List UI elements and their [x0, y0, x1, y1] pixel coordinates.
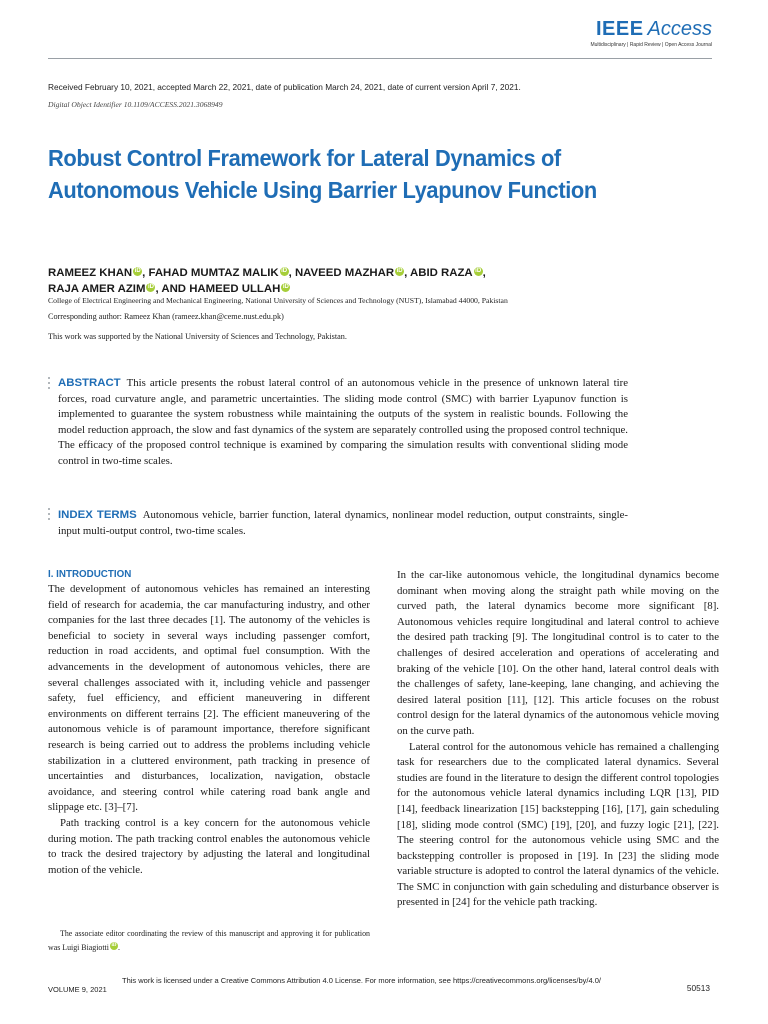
index-terms-block [58, 508, 628, 539]
abstract-block [58, 376, 628, 470]
footer-license[interactable]: This work is licensed under a Creative Commons Attribution 4.0 License. For more information, see https://creativecommons.org/licenses/by/4.0/ [122, 976, 601, 985]
orcid-icon[interactable]: iD [111, 943, 117, 948]
index-terms-heading: INDEX TERMS [58, 509, 137, 521]
right-column [397, 568, 719, 911]
body-paragraph: Lateral control for the autonomous vehicle has remained a challenging task for researchers due to the complicated lateral dynamics. Several studies are found in the literature to design the different control topologies for the autonomous vehicle lateral dynamics including LQR [13], PID [14], feedback linearization [15] backstepping [16], [17], gain scheduling [18], sliding mode control (SMC) [19], [20], and fuzzy logic [21], [22]. The steering control for the autonomous vehicle using SMC and the backstepping controller is proposed in [19]. In [23] the sliding mode variable structure is adopted to control the lateral dynamics of the vehicle. The SMC in conjunction with gain scheduling and disturbance observer is presented in [24] for the vehicle path tracking. [397, 740, 719, 909]
publication-dates: Received February 10, 2021, accepted March 22, 2021, date of publication March 24, 2021, date of current version April 7, 2021. [48, 82, 521, 92]
header-divider [48, 58, 712, 59]
abstract-heading: ABSTRACT [58, 377, 121, 389]
corresponding-author: Corresponding author: Rameez Khan (rameez.khan@ceme.nust.edu.pk) [48, 312, 284, 321]
author-separator: , [482, 267, 486, 279]
author-name[interactable]: , FAHAD MUMTAZ MALIK [142, 267, 279, 279]
editor-footnote [48, 927, 370, 955]
affiliation: College of Electrical Engineering and Mechanical Engineering, National University of Sciences and Technology (NUST), Islamabad 44000, Pakistan [48, 296, 508, 305]
author-name[interactable]: RAJA AMER AZIM [48, 283, 146, 295]
body-paragraph: Path tracking control is a key concern for the autonomous vehicle during motion. The path tracking control enables the autonomous vehicle to track the desired trajectory by adjusting the lateral and longitudinal motion of the vehicle. [48, 816, 370, 876]
index-terms-text: Autonomous vehicle, barrier function, lateral dynamics, nonlinear model reduction, output constraints, single-input multi-output control, two-time scales. [58, 509, 628, 537]
orcid-icon[interactable]: iD [282, 284, 289, 290]
orcid-icon[interactable]: iD [396, 268, 403, 274]
section-heading-introduction: I. INTRODUCTION [48, 569, 132, 580]
orcid-icon[interactable]: iD [281, 268, 288, 274]
abstract-text: This article presents the robust lateral control of an autonomous vehicle in the presence of unknown lateral tire forces, road curvature angle, and parametric uncertainties. The sliding mode control (SMC) with barrier Lyapunov function is implemented to guarantee the system robustness while maintaining the outputs of the system in realistic bounds. Following the model reduction approach, the slow and fast dynamics of the system are separately controlled using the proposed control technique. The efficacy of the proposed control technique is examined by comparing the simulation results with conventional sliding mode control in two-time scales. [58, 377, 628, 467]
editor-note-end: . [117, 943, 120, 952]
logo-access-text: Access [647, 18, 712, 40]
body-paragraph: In the car-like autonomous vehicle, the longitudinal dynamics become dominant when moving along the straight path while moving on the curved path, the lateral dynamics become more significant [8]. Autonomous vehicles require longitudinal and lateral control to achieve the desired path tracking [9]. The longitudinal control is to cater to the challenges of desired acceleration and operations of accelerating and braking of the vehicle [10]. On the other hand, lateral control deals with the challenges of safety, lane-keeping, lane changing, and achieving the desired lateral position [11], [12]. This article focuses on the robust control design for the lateral dynamics of the autonomous vehicle moving on the curve path. [397, 569, 719, 737]
author-name[interactable]: , ABID RAZA [404, 267, 473, 279]
funding-statement: This work was supported by the National University of Sciences and Technology, Pakistan. [48, 332, 347, 341]
orcid-icon[interactable]: iD [134, 268, 141, 274]
left-column [48, 568, 370, 878]
abstract-dots-icon [48, 377, 51, 392]
journal-logo [590, 18, 712, 48]
author-list [48, 265, 708, 297]
footer-volume: VOLUME 9, 2021 [48, 985, 107, 994]
footer-page-number: 50513 [686, 983, 710, 993]
orcid-icon[interactable]: iD [475, 268, 482, 274]
editor-note-text: The associate editor coordinating the review of this manuscript and approving it for publication was Luigi Biagiotti [48, 929, 370, 952]
orcid-icon[interactable]: iD [147, 284, 154, 290]
logo-ieee-text: IEEE [595, 18, 644, 40]
paper-title: Robust Control Framework for Lateral Dynamics of Autonomous Vehicle Using Barrier Lyapunov Function [48, 145, 597, 203]
doi-line[interactable]: Digital Object Identifier 10.1109/ACCESS.2021.3068949 [48, 100, 223, 109]
journal-tagline: Multidisciplinary | Rapid Review | Open Access Journal [590, 42, 712, 48]
index-terms-dots-icon [48, 508, 51, 523]
author-name[interactable]: , AND HAMEED ULLAH [155, 283, 281, 295]
author-name[interactable]: RAMEEZ KHAN [48, 267, 133, 279]
author-name[interactable]: , NAVEED MAZHAR [288, 267, 395, 279]
body-paragraph: The development of autonomous vehicles has remained an interesting field of research for academia, the car manufacturing industry, and other companies for the last three decades [1]. The autonomy of the vehicles is beneficial to society in several ways including passenger comfort, reduction in road accidents, and optimal fuel consumption. With the advancements in the development of autonomous vehicles, there are several challenges associated with it, including vehicle and passenger safety, fuel efficiency, and efficient maneuvering in different environments on different terrains [2]. The efficient maneuvering of the autonomous vehicle is of paramount importance, therefore significant research is being carried out to address the problems including vehicle stabilization in a cluttered environment, path tracking in presence of uncertainties and disturbances, localization, navigation, obstacle avoidance, and steering control while catering road bank angle and slippage etc. [3]–[7]. [48, 583, 370, 814]
